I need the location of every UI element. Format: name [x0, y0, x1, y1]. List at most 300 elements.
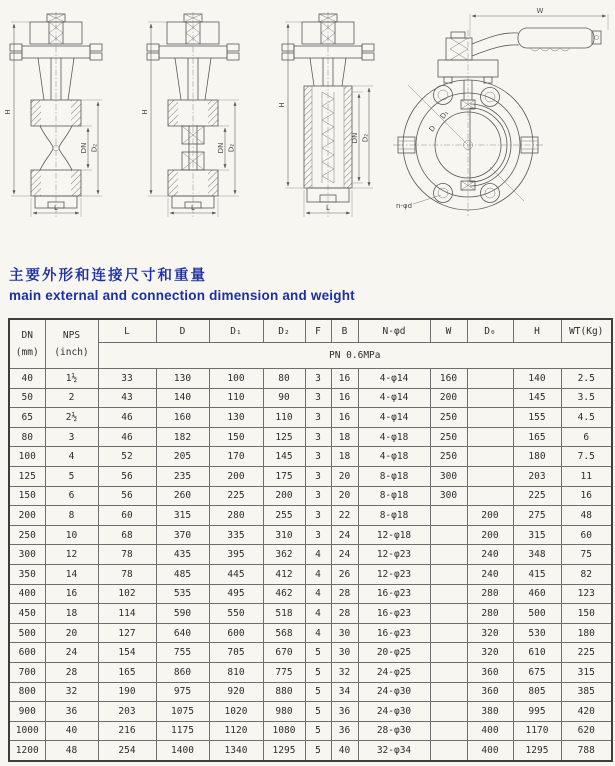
table-cell — [430, 721, 467, 741]
col-unit: (mm) — [15, 347, 39, 358]
dim-label-l: L — [326, 204, 330, 212]
table-cell: 4-φ18 — [358, 427, 430, 447]
table-cell: 175 — [263, 466, 305, 486]
table-cell: 24-φ30 — [358, 702, 430, 722]
table-cell: 1080 — [263, 721, 305, 741]
table-cell: 1075 — [156, 702, 209, 722]
table-cell: 24 — [331, 545, 358, 565]
table-row — [9, 447, 612, 467]
table-cell: 200 — [9, 506, 45, 526]
table-cell — [467, 447, 513, 467]
table-cell: 16 — [561, 486, 612, 506]
table-row — [9, 662, 612, 682]
table-cell: 275 — [513, 506, 561, 526]
table-cell: 110 — [263, 408, 305, 428]
table-cell: 1175 — [156, 721, 209, 741]
table-cell: 68 — [98, 525, 156, 545]
table-cell: 6 — [45, 486, 98, 506]
table-cell: 33 — [98, 369, 156, 389]
table-cell: 46 — [98, 408, 156, 428]
table-cell: 12 — [45, 545, 98, 565]
table-cell: 495 — [209, 584, 263, 604]
table-cell: 10 — [45, 525, 98, 545]
table-cell: 200 — [467, 506, 513, 526]
table-cell: 3 — [305, 388, 331, 408]
table-cell: 810 — [209, 662, 263, 682]
table-cell: 200 — [467, 525, 513, 545]
table-cell: 16 — [331, 388, 358, 408]
table-cell: 518 — [263, 604, 305, 624]
table-cell: 315 — [561, 662, 612, 682]
table-cell: 975 — [156, 682, 209, 702]
table-cell — [430, 741, 467, 761]
table-cell: 130 — [209, 408, 263, 428]
table-cell: 24 — [45, 643, 98, 663]
table-cell: 28-φ30 — [358, 721, 430, 741]
table-cell: 170 — [209, 447, 263, 467]
table-cell: 1295 — [263, 741, 305, 761]
table-cell: 16 — [45, 584, 98, 604]
table-cell: 400 — [9, 584, 45, 604]
table-cell: 620 — [561, 721, 612, 741]
table-cell: 34 — [331, 682, 358, 702]
table-cell — [467, 388, 513, 408]
table-cell: 190 — [98, 682, 156, 702]
dim-label-h: H — [141, 109, 149, 115]
table-row — [9, 466, 612, 486]
table-cell: 52 — [98, 447, 156, 467]
table-cell: 180 — [561, 623, 612, 643]
dim-label-d2: D₂ — [90, 143, 99, 153]
table-cell: 160 — [156, 408, 209, 428]
table-cell: 8-φ18 — [358, 466, 430, 486]
col-header-d1: D₁ — [209, 319, 263, 343]
table-cell: 400 — [467, 741, 513, 761]
table-cell: 125 — [9, 466, 45, 486]
table-row — [9, 741, 612, 761]
table-cell — [467, 369, 513, 389]
table-cell: 4 — [305, 545, 331, 565]
table-cell — [467, 427, 513, 447]
table-cell: 7.5 — [561, 447, 612, 467]
col-header-d: D — [156, 319, 209, 343]
table-cell: 145 — [513, 388, 561, 408]
table-cell: 123 — [561, 584, 612, 604]
table-cell: 800 — [9, 682, 45, 702]
table-cell: 4-φ14 — [358, 408, 430, 428]
table-cell: 610 — [513, 643, 561, 663]
table-cell: 150 — [209, 427, 263, 447]
table-cell: 920 — [209, 682, 263, 702]
table-cell: 412 — [263, 564, 305, 584]
table-cell: 56 — [98, 486, 156, 506]
table-cell: 28 — [331, 584, 358, 604]
table-cell: 5 — [305, 721, 331, 741]
table-cell: 36 — [331, 702, 358, 722]
table-cell: 12-φ23 — [358, 564, 430, 584]
table-cell: 3 — [305, 408, 331, 428]
table-cell: 205 — [156, 447, 209, 467]
table-cell: 435 — [156, 545, 209, 565]
table-cell: 16-φ23 — [358, 584, 430, 604]
table-cell: 18 — [331, 427, 358, 447]
table-cell: 462 — [263, 584, 305, 604]
table-cell: 28 — [331, 604, 358, 624]
table-cell — [430, 584, 467, 604]
table-cell: 5 — [305, 643, 331, 663]
table-cell: 250 — [9, 525, 45, 545]
table-cell: 11 — [561, 466, 612, 486]
table-row — [9, 369, 612, 389]
drawing-section-disc-closed — [4, 12, 102, 219]
table-cell: 24-φ30 — [358, 682, 430, 702]
table-cell: 40 — [9, 369, 45, 389]
table-cell: 240 — [467, 564, 513, 584]
table-cell: 26 — [331, 564, 358, 584]
table-cell: 420 — [561, 702, 612, 722]
table-cell: 380 — [467, 702, 513, 722]
table-cell: 20-φ25 — [358, 643, 430, 663]
table-cell: 260 — [156, 486, 209, 506]
col-header-dn — [9, 319, 45, 369]
table-cell: 46 — [98, 427, 156, 447]
table-cell: 20 — [331, 466, 358, 486]
table-cell: 5 — [305, 741, 331, 761]
table-cell: 50 — [9, 388, 45, 408]
table-cell: 360 — [467, 682, 513, 702]
table-cell: 362 — [263, 545, 305, 565]
table-cell: 165 — [513, 427, 561, 447]
table-cell: 8-φ18 — [358, 486, 430, 506]
heading-english: main external and connection dimension and weight — [9, 288, 355, 303]
table-row — [9, 604, 612, 624]
table-cell: 310 — [263, 525, 305, 545]
table-cell: 30 — [331, 643, 358, 663]
table-cell: 200 — [209, 466, 263, 486]
table-cell: 200 — [263, 486, 305, 506]
table-cell: 315 — [513, 525, 561, 545]
col-label: DN — [21, 330, 33, 341]
table-cell: 3 — [45, 427, 98, 447]
table-cell: 4 — [305, 564, 331, 584]
table-cell: 250 — [430, 408, 467, 428]
table-cell: 250 — [430, 427, 467, 447]
table-cell: 8 — [45, 506, 98, 526]
table-cell: 445 — [209, 564, 263, 584]
table-row — [9, 584, 612, 604]
table-cell — [467, 466, 513, 486]
dim-label-n-phi-d: n-φd — [396, 202, 413, 210]
table-cell: 755 — [156, 643, 209, 663]
table-cell: 460 — [513, 584, 561, 604]
table-cell: 4 — [305, 604, 331, 624]
table-cell: 535 — [156, 584, 209, 604]
table-cell: 4-φ14 — [358, 388, 430, 408]
table-cell: 670 — [263, 643, 305, 663]
table-cell: 18 — [45, 604, 98, 624]
section-heading — [9, 264, 355, 303]
table-row — [9, 702, 612, 722]
table-cell: 1000 — [9, 721, 45, 741]
table-cell — [430, 564, 467, 584]
table-cell: 360 — [467, 662, 513, 682]
table-cell: 280 — [467, 604, 513, 624]
table-cell: 705 — [209, 643, 263, 663]
table-cell: 130 — [156, 369, 209, 389]
table-row — [9, 427, 612, 447]
table-cell — [467, 408, 513, 428]
table-cell: 165 — [98, 662, 156, 682]
table-cell: 3 — [305, 525, 331, 545]
table-cell: 3 — [305, 427, 331, 447]
table-cell: 80 — [263, 369, 305, 389]
table-cell: 90 — [263, 388, 305, 408]
table-cell: 1020 — [209, 702, 263, 722]
table-cell: 16-φ23 — [358, 623, 430, 643]
table-cell: 1170 — [513, 721, 561, 741]
dim-label-d2: D₂ — [227, 143, 236, 153]
table-cell: 48 — [45, 741, 98, 761]
table-cell — [430, 702, 467, 722]
dim-label-dn: DN — [351, 132, 359, 144]
table-cell: 3 — [305, 466, 331, 486]
table-cell: 82 — [561, 564, 612, 584]
table-cell: 140 — [513, 369, 561, 389]
table-cell: 12-φ23 — [358, 545, 430, 565]
table-cell: 880 — [263, 682, 305, 702]
dim-label-h: H — [4, 109, 12, 115]
table-cell: 805 — [513, 682, 561, 702]
table-cell: 600 — [9, 643, 45, 663]
dim-label-dn: DN — [217, 142, 225, 154]
col-unit: (inch) — [54, 347, 89, 358]
table-cell: 370 — [156, 525, 209, 545]
table-cell: 640 — [156, 623, 209, 643]
table-cell: 5 — [305, 702, 331, 722]
table-cell: 28 — [45, 662, 98, 682]
col-header-w: W — [430, 319, 467, 343]
table-cell: 235 — [156, 466, 209, 486]
table-cell: 4-φ14 — [358, 369, 430, 389]
table-cell: 40 — [331, 741, 358, 761]
table-cell: 5 — [305, 682, 331, 702]
table-cell: 4 — [45, 447, 98, 467]
table-cell: 1340 — [209, 741, 263, 761]
table-cell: 240 — [467, 545, 513, 565]
dim-label-d: D — [427, 124, 438, 134]
table-cell: 3.5 — [561, 388, 612, 408]
table-cell: 20 — [45, 623, 98, 643]
col-label: NPS — [62, 330, 81, 341]
table-cell: 1400 — [156, 741, 209, 761]
dim-label-d1: D₁ — [438, 109, 451, 121]
table-cell: 18 — [331, 447, 358, 467]
table-cell: 3 — [305, 486, 331, 506]
table-cell: 182 — [156, 427, 209, 447]
col-header-f: F — [305, 319, 331, 343]
table-cell: 80 — [9, 427, 45, 447]
table-cell: 56 — [98, 466, 156, 486]
table-cell: 400 — [467, 721, 513, 741]
col-header-wt: WT(Kg) — [561, 319, 612, 343]
col-header-nps — [45, 319, 98, 369]
table-cell — [430, 682, 467, 702]
dim-label-dn: DN — [80, 142, 88, 154]
table-cell: 568 — [263, 623, 305, 643]
table-cell — [430, 506, 467, 526]
dim-label-l: L — [191, 204, 195, 212]
table-cell — [467, 486, 513, 506]
table-cell: 60 — [98, 506, 156, 526]
table-cell: 36 — [45, 702, 98, 722]
pressure-rating-cell: PN 0.6MPa — [98, 343, 612, 369]
table-cell: 500 — [9, 623, 45, 643]
table-cell: 1295 — [513, 741, 561, 761]
table-cell: 22 — [331, 506, 358, 526]
table-cell: 78 — [98, 545, 156, 565]
table-cell: 4 — [305, 623, 331, 643]
table-cell: 225 — [209, 486, 263, 506]
col-header-l: L — [98, 319, 156, 343]
table-cell: 125 — [263, 427, 305, 447]
table-row — [9, 486, 612, 506]
table-cell — [430, 643, 467, 663]
table-cell: 24 — [331, 525, 358, 545]
table-cell: 225 — [561, 643, 612, 663]
table-body — [9, 369, 612, 761]
table-cell: 216 — [98, 721, 156, 741]
table-cell — [430, 604, 467, 624]
table-row — [9, 545, 612, 565]
table-cell: 155 — [513, 408, 561, 428]
table-row — [9, 506, 612, 526]
table-cell: 40 — [45, 721, 98, 741]
table-cell: 114 — [98, 604, 156, 624]
table-cell: 2.5 — [561, 369, 612, 389]
table-cell: 3 — [305, 369, 331, 389]
table-cell: 16 — [331, 369, 358, 389]
table-row — [9, 721, 612, 741]
table-cell: 75 — [561, 545, 612, 565]
table-cell: 6 — [561, 427, 612, 447]
table-cell: 300 — [9, 545, 45, 565]
table-cell — [430, 545, 467, 565]
table-cell: 20 — [331, 486, 358, 506]
table-cell: 8-φ18 — [358, 506, 430, 526]
table-cell: 4.5 — [561, 408, 612, 428]
table-row — [9, 643, 612, 663]
table-cell: 32 — [45, 682, 98, 702]
table-cell: 335 — [209, 525, 263, 545]
table-cell: 16-φ23 — [358, 604, 430, 624]
table-cell: 550 — [209, 604, 263, 624]
table-cell: 200 — [430, 388, 467, 408]
table-row — [9, 682, 612, 702]
table-cell: 24-φ25 — [358, 662, 430, 682]
table-cell — [430, 662, 467, 682]
table-row — [9, 564, 612, 584]
dim-label-d2: D₂ — [361, 133, 370, 143]
table-cell: 1½ — [45, 369, 98, 389]
table-row — [9, 408, 612, 428]
table-cell: 60 — [561, 525, 612, 545]
drawing-section-long-body — [278, 12, 374, 219]
table-cell: 145 — [263, 447, 305, 467]
table-cell: 348 — [513, 545, 561, 565]
table-cell: 980 — [263, 702, 305, 722]
table-cell: 78 — [98, 564, 156, 584]
table-cell: 254 — [98, 741, 156, 761]
table-cell: 225 — [513, 486, 561, 506]
col-header-n-phi-d: N-φd — [358, 319, 430, 343]
table-cell: 350 — [9, 564, 45, 584]
table-row — [9, 525, 612, 545]
table-cell: 203 — [98, 702, 156, 722]
table-cell: 4-φ18 — [358, 447, 430, 467]
table-cell: 16 — [331, 408, 358, 428]
table-cell: 3 — [305, 506, 331, 526]
table-cell — [430, 525, 467, 545]
drawing-front-view-handle — [393, 7, 608, 216]
table-cell: 150 — [561, 604, 612, 624]
table-cell: 140 — [156, 388, 209, 408]
table-cell: 280 — [467, 584, 513, 604]
table-cell: 788 — [561, 741, 612, 761]
table-cell: 485 — [156, 564, 209, 584]
table-cell: 32 — [331, 662, 358, 682]
table-cell: 43 — [98, 388, 156, 408]
table-cell: 5 — [305, 662, 331, 682]
table-cell — [430, 623, 467, 643]
col-header-h: H — [513, 319, 561, 343]
table-cell: 1120 — [209, 721, 263, 741]
table-cell: 300 — [430, 466, 467, 486]
table-cell: 385 — [561, 682, 612, 702]
table-cell: 30 — [331, 623, 358, 643]
table-cell: 5 — [45, 466, 98, 486]
dim-label-h: H — [278, 102, 286, 108]
table-cell: 2½ — [45, 408, 98, 428]
table-cell: 500 — [513, 604, 561, 624]
table-cell: 127 — [98, 623, 156, 643]
table-cell: 102 — [98, 584, 156, 604]
table-cell: 154 — [98, 643, 156, 663]
table-cell: 300 — [430, 486, 467, 506]
table-cell: 320 — [467, 623, 513, 643]
valve-technical-drawings — [0, 0, 615, 250]
dim-label-l: L — [54, 204, 58, 212]
table-cell: 48 — [561, 506, 612, 526]
table-cell: 100 — [209, 369, 263, 389]
table-cell: 1200 — [9, 741, 45, 761]
table-cell: 3 — [305, 447, 331, 467]
table-cell: 450 — [9, 604, 45, 624]
table-cell: 530 — [513, 623, 561, 643]
table-row — [9, 388, 612, 408]
table-cell: 775 — [263, 662, 305, 682]
table-cell: 14 — [45, 564, 98, 584]
col-header-b: B — [331, 319, 358, 343]
table-cell: 700 — [9, 662, 45, 682]
table-cell: 995 — [513, 702, 561, 722]
table-cell: 32-φ34 — [358, 741, 430, 761]
table-cell: 65 — [9, 408, 45, 428]
table-cell: 860 — [156, 662, 209, 682]
table-cell: 4 — [305, 584, 331, 604]
table-cell: 100 — [9, 447, 45, 467]
col-header-d2: D₂ — [263, 319, 305, 343]
table-cell: 180 — [513, 447, 561, 467]
